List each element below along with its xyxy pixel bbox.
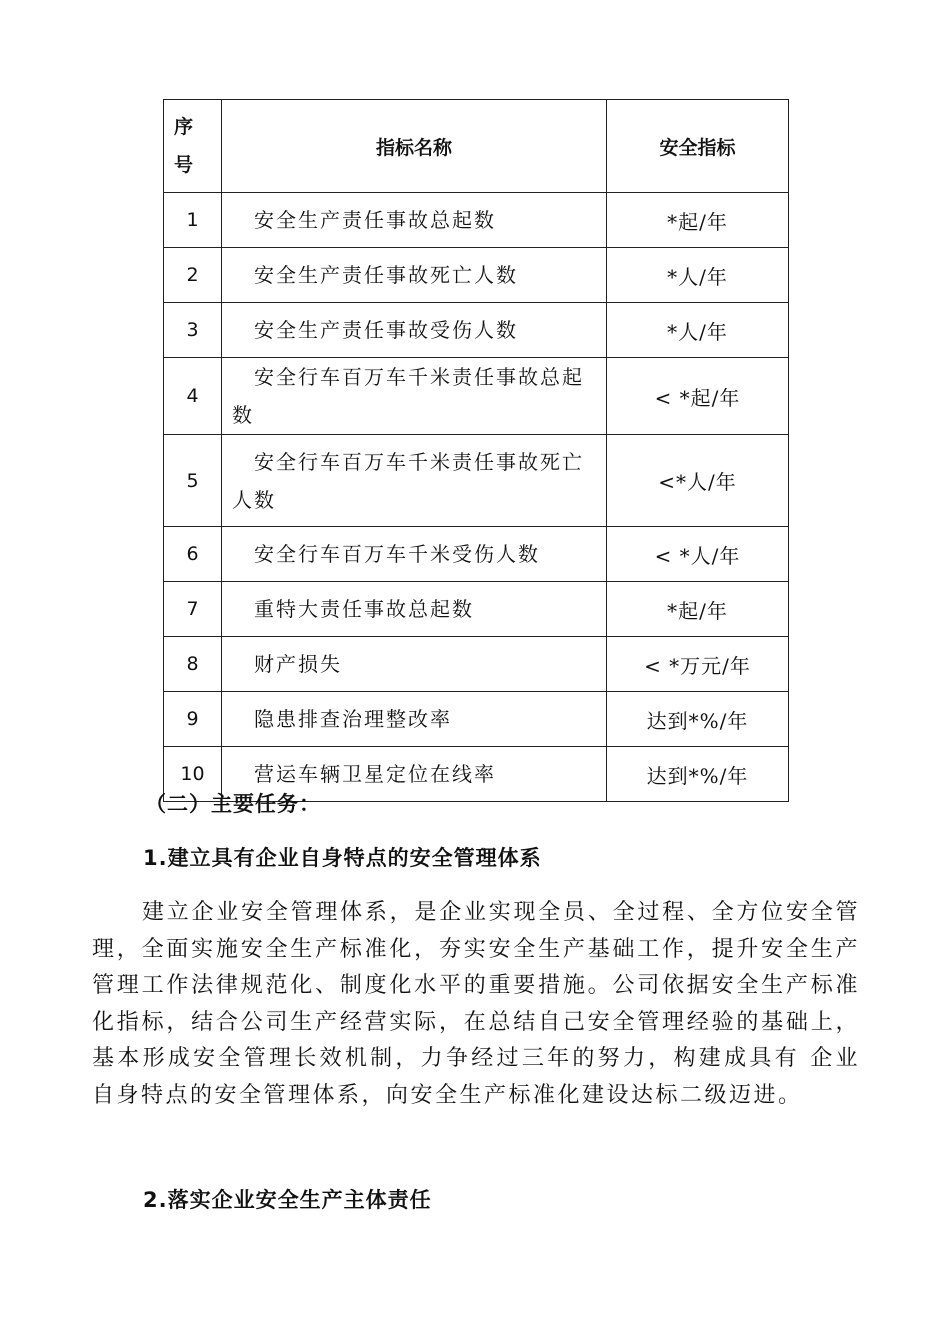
row-number: 5 — [164, 435, 222, 527]
indicator-target: <*人/年 — [607, 435, 789, 527]
section-heading-main-tasks: （二）主要任务： — [145, 792, 321, 816]
indicator-target: *人/年 — [607, 303, 789, 358]
subheading-safety-responsibility: 2.落实企业安全生产主体责任 — [143, 1188, 432, 1212]
row-number: 1 — [164, 193, 222, 248]
table-row — [164, 527, 789, 582]
indicator-target: *起/年 — [607, 193, 789, 248]
indicator-target: *起/年 — [607, 582, 789, 637]
indicator-name: 安全行车百万车千米受伤人数 — [222, 527, 607, 582]
table-row — [164, 692, 789, 747]
indicator-target: 达到*%/年 — [607, 747, 789, 802]
table-row — [164, 303, 789, 358]
row-number: 8 — [164, 637, 222, 692]
subheading-safety-management-system: 1.建立具有企业自身特点的安全管理体系 — [143, 846, 542, 870]
row-number: 10 — [164, 747, 222, 802]
table-header-row — [164, 100, 789, 193]
table-row — [164, 193, 789, 248]
safety-indicator-table — [163, 99, 789, 802]
row-number: 9 — [164, 692, 222, 747]
indicator-target: < *万元/年 — [607, 637, 789, 692]
indicator-name: 安全行车百万车千米责任事故总起数 — [222, 358, 607, 435]
table-row — [164, 582, 789, 637]
table-row — [164, 248, 789, 303]
header-safety-target: 安全指标 — [607, 100, 789, 193]
indicator-name: 隐患排查治理整改率 — [222, 692, 607, 747]
indicator-name: 安全生产责任事故总起数 — [222, 193, 607, 248]
row-number: 7 — [164, 582, 222, 637]
table-row — [164, 358, 789, 435]
indicator-name: 营运车辆卫星定位在线率 — [222, 747, 607, 802]
indicator-target: < *起/年 — [607, 358, 789, 435]
indicator-target: 达到*%/年 — [607, 692, 789, 747]
row-number: 2 — [164, 248, 222, 303]
indicator-name: 安全生产责任事故死亡人数 — [222, 248, 607, 303]
table-row — [164, 435, 789, 527]
row-number: 6 — [164, 527, 222, 582]
table-row — [164, 637, 789, 692]
indicator-name: 安全行车百万车千米责任事故死亡人数 — [222, 435, 607, 527]
indicator-target: *人/年 — [607, 248, 789, 303]
header-indicator-name: 指标名称 — [222, 100, 607, 193]
body-paragraph: 建立企业安全管理体系，是企业实现全员、全过程、全方位安全管理，全面实施安全生产标准化，夯实安全生产基础工作，提升安全生产管理工作法律规范化、制度化水平的重要措施。公司依据安全生产标准化指标，结合公司生产经营实际，在总结自己安全管理经验的基础上，基本形成安全管理长效机制，力争经过三年的努力，构建成具有 企业自身特点的安全管理体系，向安全生产标准化建设达标二级迈进。 — [92, 900, 860, 1108]
row-number: 3 — [164, 303, 222, 358]
row-number: 4 — [164, 358, 222, 435]
indicator-name: 财产损失 — [222, 637, 607, 692]
indicator-name: 安全生产责任事故受伤人数 — [222, 303, 607, 358]
indicator-target: < *人/年 — [607, 527, 789, 582]
header-serial-number: 序 号 — [164, 100, 222, 193]
indicator-name: 重特大责任事故总起数 — [222, 582, 607, 637]
